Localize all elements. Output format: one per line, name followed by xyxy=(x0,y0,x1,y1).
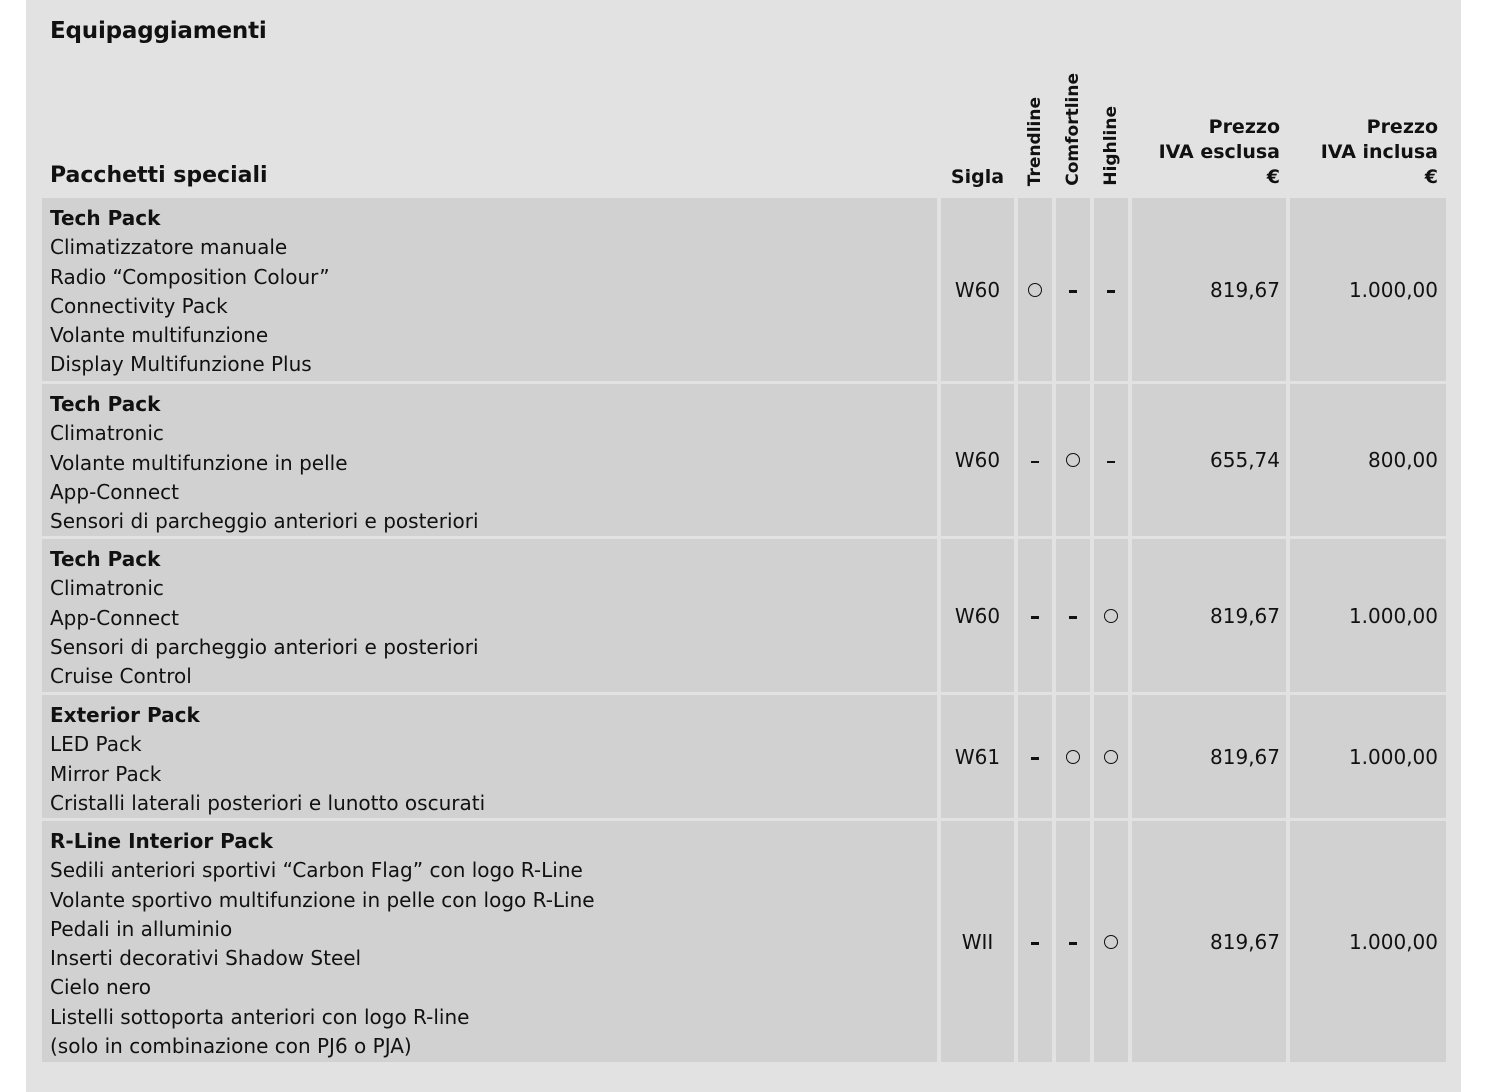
price-incl-value: 1.000,00 xyxy=(1348,603,1438,628)
package-description xyxy=(42,821,937,1062)
header-highline-label: Highline xyxy=(1101,106,1121,186)
sigla-cell xyxy=(941,695,1014,818)
price-incl-value: 1.000,00 xyxy=(1348,277,1438,302)
optional-circle-icon xyxy=(1066,453,1080,467)
package-item: Climatronic xyxy=(50,576,164,601)
highline-cell xyxy=(1094,539,1128,692)
package-item: Listelli sottoporta anteriori con logo R-line xyxy=(50,1004,470,1029)
sigla-code: W60 xyxy=(954,277,1001,302)
price-excl-value: 819,67 xyxy=(1210,603,1280,628)
price-incl-cell xyxy=(1290,384,1446,536)
price-excl-cell xyxy=(1132,198,1286,381)
highline-cell xyxy=(1094,198,1128,381)
price-excl-value: 819,67 xyxy=(1210,277,1280,302)
header-price-excl-line2: IVA esclusa xyxy=(1158,141,1280,163)
sigla-code: W60 xyxy=(954,448,1001,472)
sigla-code: W61 xyxy=(954,744,1001,769)
package-item: Sensori di parcheggio anteriori e posteriori xyxy=(50,509,479,534)
sigla-cell xyxy=(941,198,1014,381)
package-title: Tech Pack xyxy=(50,547,161,571)
optional-circle-icon xyxy=(1066,750,1080,764)
highline-cell xyxy=(1094,695,1128,818)
package-item: Sedili anteriori sportivi “Carbon Flag” con logo R-Line xyxy=(50,858,583,883)
header-pacchetti-speciali: Pacchetti speciali xyxy=(50,163,268,188)
comfortline-cell xyxy=(1056,539,1090,692)
package-title: Tech Pack xyxy=(50,206,161,230)
package-item: Climatronic xyxy=(50,421,164,446)
package-item: Inserti decorativi Shadow Steel xyxy=(50,946,362,971)
package-item: Connectivity Pack xyxy=(50,293,228,318)
optional-circle-icon xyxy=(1104,750,1118,764)
not-available-dash-icon xyxy=(1069,942,1077,945)
price-excl-value: 819,67 xyxy=(1210,929,1280,954)
header-price-excl-line3: € xyxy=(1266,166,1280,188)
package-item: Volante sportivo multifunzione in pelle con logo R-Line xyxy=(50,887,595,912)
package-description xyxy=(42,695,937,818)
price-incl-cell xyxy=(1290,695,1446,818)
package-item: LED Pack xyxy=(50,732,142,757)
section-title: Equipaggiamenti xyxy=(50,18,267,44)
header-highline xyxy=(1093,64,1129,186)
comfortline-cell xyxy=(1056,198,1090,381)
header-sigla: Sigla xyxy=(950,166,1005,188)
package-title: Tech Pack xyxy=(50,392,161,416)
optional-circle-icon xyxy=(1104,935,1118,949)
not-available-dash-icon xyxy=(1031,757,1039,760)
header-price-incl-line2: IVA inclusa xyxy=(1320,141,1438,163)
highline-cell xyxy=(1094,384,1128,536)
price-excl-cell xyxy=(1132,539,1286,692)
price-incl-value: 1.000,00 xyxy=(1348,929,1438,954)
price-incl-value: 1.000,00 xyxy=(1348,744,1438,769)
header-price-incl xyxy=(1290,115,1438,190)
table-row xyxy=(42,198,1446,381)
price-incl-cell xyxy=(1290,198,1446,381)
header-trendline-label: Trendline xyxy=(1025,96,1045,186)
not-available-dash-icon xyxy=(1107,461,1115,464)
sigla-cell xyxy=(941,821,1014,1062)
header-price-excl xyxy=(1132,115,1280,190)
package-description xyxy=(42,198,937,381)
header-comfortline-label: Comfortline xyxy=(1063,73,1083,186)
sigla-code: W60 xyxy=(954,603,1001,628)
package-title: Exterior Pack xyxy=(50,703,200,727)
price-excl-value: 655,74 xyxy=(1210,448,1280,472)
comfortline-cell xyxy=(1056,384,1090,536)
package-item: Mirror Pack xyxy=(50,761,162,786)
package-item: Cielo nero xyxy=(50,975,151,1000)
price-incl-value: 800,00 xyxy=(1368,448,1438,472)
sigla-cell xyxy=(941,384,1014,536)
package-item: Volante multifunzione xyxy=(50,323,269,348)
not-available-dash-icon xyxy=(1069,290,1077,293)
table-row xyxy=(42,384,1446,536)
not-available-dash-icon xyxy=(1069,616,1077,619)
table-row xyxy=(42,539,1446,692)
package-item: (solo in combinazione con PJ6 o PJA) xyxy=(50,1034,412,1059)
price-incl-cell xyxy=(1290,821,1446,1062)
optional-circle-icon xyxy=(1104,609,1118,623)
table-row xyxy=(42,821,1446,1062)
package-item: App-Connect xyxy=(50,479,179,504)
price-excl-cell xyxy=(1132,384,1286,536)
not-available-dash-icon xyxy=(1031,616,1039,619)
trendline-cell xyxy=(1018,384,1052,536)
trendline-cell xyxy=(1018,821,1052,1062)
trendline-cell xyxy=(1018,198,1052,381)
package-item: Cristalli laterali posteriori e lunotto oscurati xyxy=(50,790,486,815)
comfortline-cell xyxy=(1056,821,1090,1062)
not-available-dash-icon xyxy=(1107,290,1115,293)
comfortline-cell xyxy=(1056,695,1090,818)
price-excl-cell xyxy=(1132,695,1286,818)
package-item: Display Multifunzione Plus xyxy=(50,352,312,377)
sigla-cell xyxy=(941,539,1014,692)
package-item: Cruise Control xyxy=(50,664,192,689)
package-description xyxy=(42,539,937,692)
package-item: Volante multifunzione in pelle xyxy=(50,450,348,475)
package-description xyxy=(42,384,937,536)
price-excl-value: 819,67 xyxy=(1210,744,1280,769)
highline-cell xyxy=(1094,821,1128,1062)
not-available-dash-icon xyxy=(1031,461,1039,464)
header-price-excl-line1: Prezzo xyxy=(1208,116,1280,138)
table-row xyxy=(42,695,1446,818)
trendline-cell xyxy=(1018,539,1052,692)
package-item: Pedali in alluminio xyxy=(50,916,233,941)
package-item: App-Connect xyxy=(50,605,179,630)
header-price-incl-line3: € xyxy=(1424,166,1438,188)
not-available-dash-icon xyxy=(1031,942,1039,945)
trendline-cell xyxy=(1018,695,1052,818)
price-incl-cell xyxy=(1290,539,1446,692)
package-item: Radio “Composition Colour” xyxy=(50,264,330,289)
package-item: Climatizzatore manuale xyxy=(50,235,288,260)
header-price-incl-line1: Prezzo xyxy=(1366,116,1438,138)
optional-circle-icon xyxy=(1028,283,1042,297)
sigla-code: WII xyxy=(961,929,994,954)
price-excl-cell xyxy=(1132,821,1286,1062)
package-item: Sensori di parcheggio anteriori e posteriori xyxy=(50,634,479,659)
header-comfortline xyxy=(1055,64,1091,186)
header-trendline xyxy=(1017,64,1053,186)
package-title: R-Line Interior Pack xyxy=(50,829,273,853)
